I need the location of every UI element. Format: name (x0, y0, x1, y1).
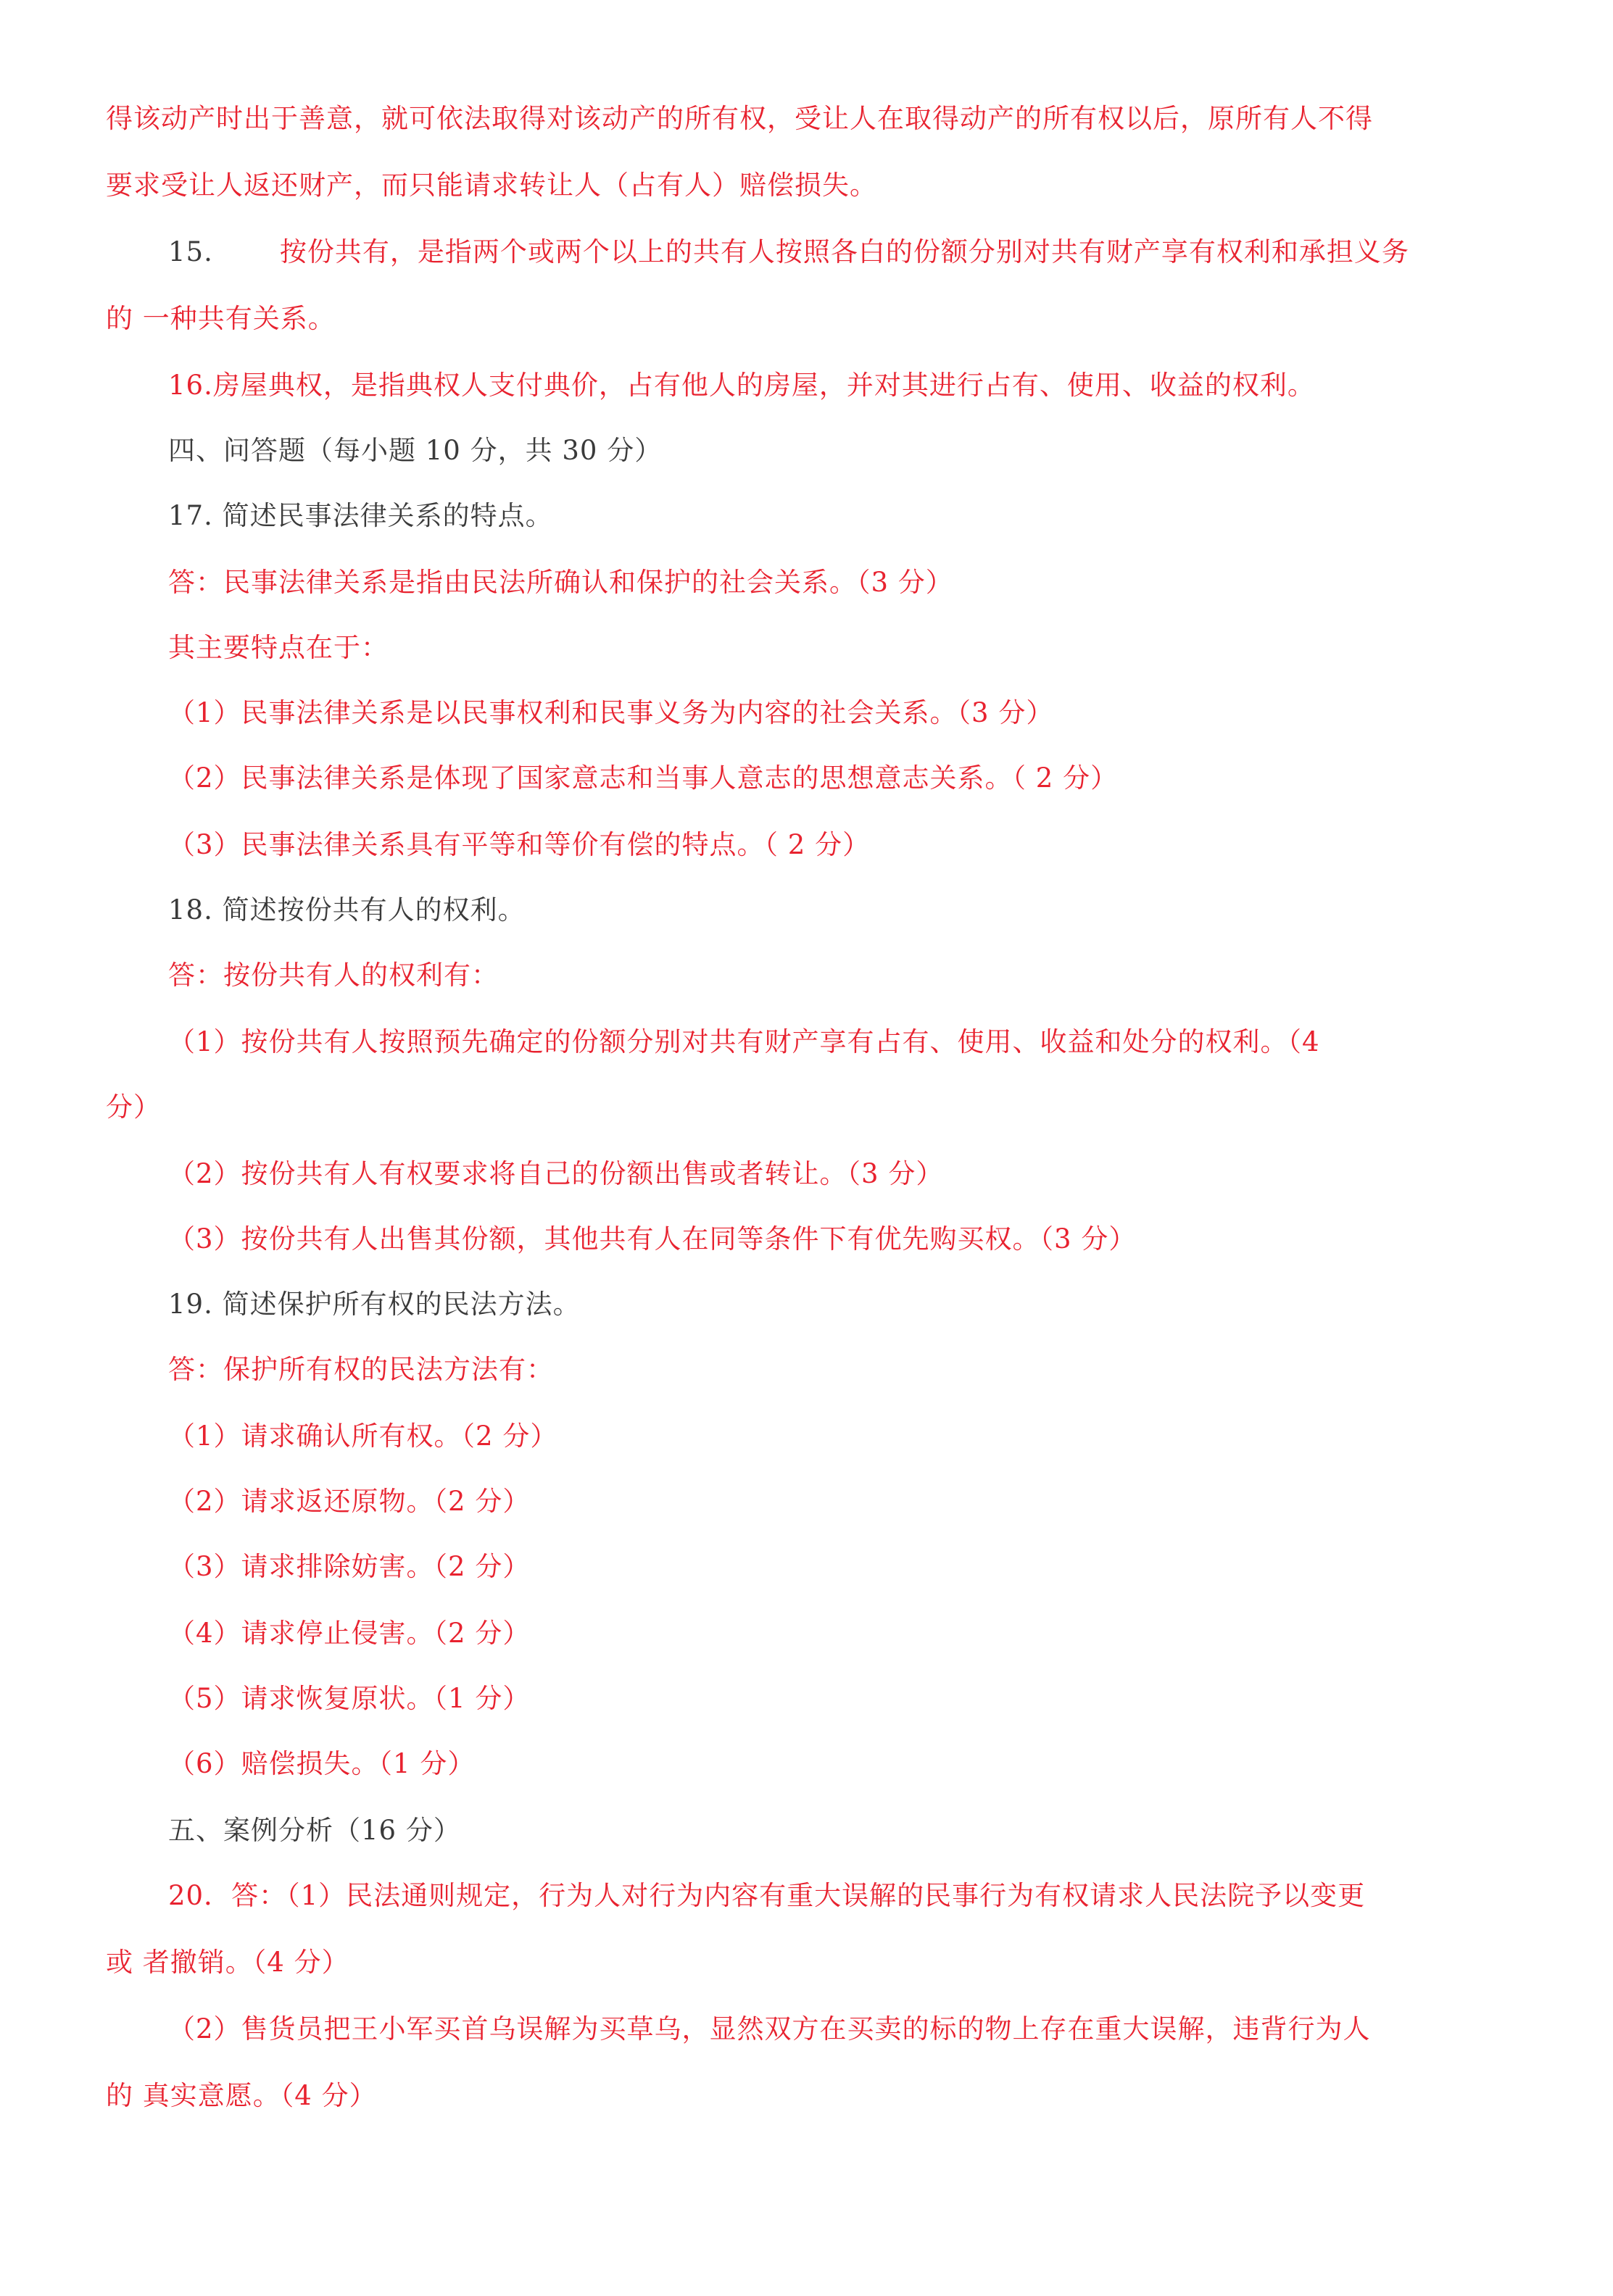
definition-15-number: 15. (168, 236, 213, 267)
answer-17-intro: 答：民事法律关系是指由民法所确认和保护的社会关系。（3 分） (168, 567, 953, 598)
answer-19-point-4: （4）请求停止侵害。（2 分） (168, 1618, 531, 1649)
answer-19-point-5: （5）请求恢复原状。（1 分） (168, 1683, 531, 1714)
answer-19-point-3: （3）请求排除妨害。（2 分） (168, 1551, 531, 1582)
answer-17-point-1: （1）民事法律关系是以民事权利和民事义务为内容的社会关系。（3 分） (168, 697, 1054, 728)
answer-20-point-2-wrap: 的 真实意愿。（4 分） (106, 2080, 377, 2111)
answer-19-point-2: （2）请求返还原物。（2 分） (168, 1486, 531, 1517)
definition-15-text: 按份共有，是指两个或两个以上的共有人按照各白的份额分别对共有财产享有权利和承担义务 (279, 236, 1409, 267)
answer-17-point-2: （2）民事法律关系是体现了国家意志和当事人意志的思想意志关系。（ 2 分） (168, 762, 1119, 794)
section-5-heading: 五、案例分析（16 分） (168, 1815, 461, 1846)
question-18: 18. 简述按份共有人的权利。 (168, 894, 526, 926)
question-17: 17. 简述民事法律关系的特点。 (168, 500, 553, 531)
answer-17-point-3: （3）民事法律关系具有平等和等价有偿的特点。（ 2 分） (168, 829, 871, 860)
definition-15-line-2: 的 一种共有关系。 (106, 303, 336, 334)
answer-20-point-1-wrap: 或 者撤销。（4 分） (106, 1947, 349, 1978)
answer-20-point-1: 20．答：（1）民法通则规定，行为人对行为内容有重大误解的民事行为有权请求人民法院予以变更 (168, 1880, 1366, 1911)
answer-18-point-3: （3）按份共有人出售其份额，其他共有人在同等条件下有优先购买权。（3 分） (168, 1223, 1137, 1255)
definition-15 (168, 235, 1409, 270)
answer-16-continuation-line-2: 要求受让人返还财产，而只能请求转让人（占有人）赔偿损失。 (106, 170, 877, 201)
answer-18-point-1-wrap: 分） (106, 1091, 161, 1123)
answer-16-continuation-line-1: 得该动产时出于善意，就可依法取得对该动产的所有权，受让人在取得动产的所有权以后，原所有人不得 (106, 103, 1373, 134)
answer-18-lead: 答：按份共有人的权利有： (168, 960, 499, 991)
answer-17-lead: 其主要特点在于： (168, 632, 389, 663)
question-19: 19. 简述保护所有权的民法方法。 (168, 1289, 581, 1320)
section-4-heading: 四、问答题（每小题 10 分，共 30 分） (168, 435, 663, 466)
answer-19-point-1: （1）请求确认所有权。（2 分） (168, 1421, 558, 1452)
answer-20-point-2: （2）售货员把王小军买首乌误解为买草乌，显然双方在买卖的标的物上存在重大误解，违背行为人 (168, 2013, 1371, 2045)
answer-19-lead: 答：保护所有权的民法方法有： (168, 1354, 554, 1385)
answer-18-point-2: （2）按份共有人有权要求将自己的份额出售或者转让。（3 分） (168, 1158, 944, 1189)
definition-16: 16.房屋典权，是指典权人支付典价，占有他人的房屋，并对其进行占有、使用、收益的权利。 (168, 370, 1315, 401)
answer-19-point-6: （6）赔偿损失。（1 分） (168, 1748, 476, 1779)
answer-18-point-1: （1）按份共有人按照预先确定的份额分别对共有财产享有占有、使用、收益和处分的权利。（4 (168, 1026, 1320, 1057)
